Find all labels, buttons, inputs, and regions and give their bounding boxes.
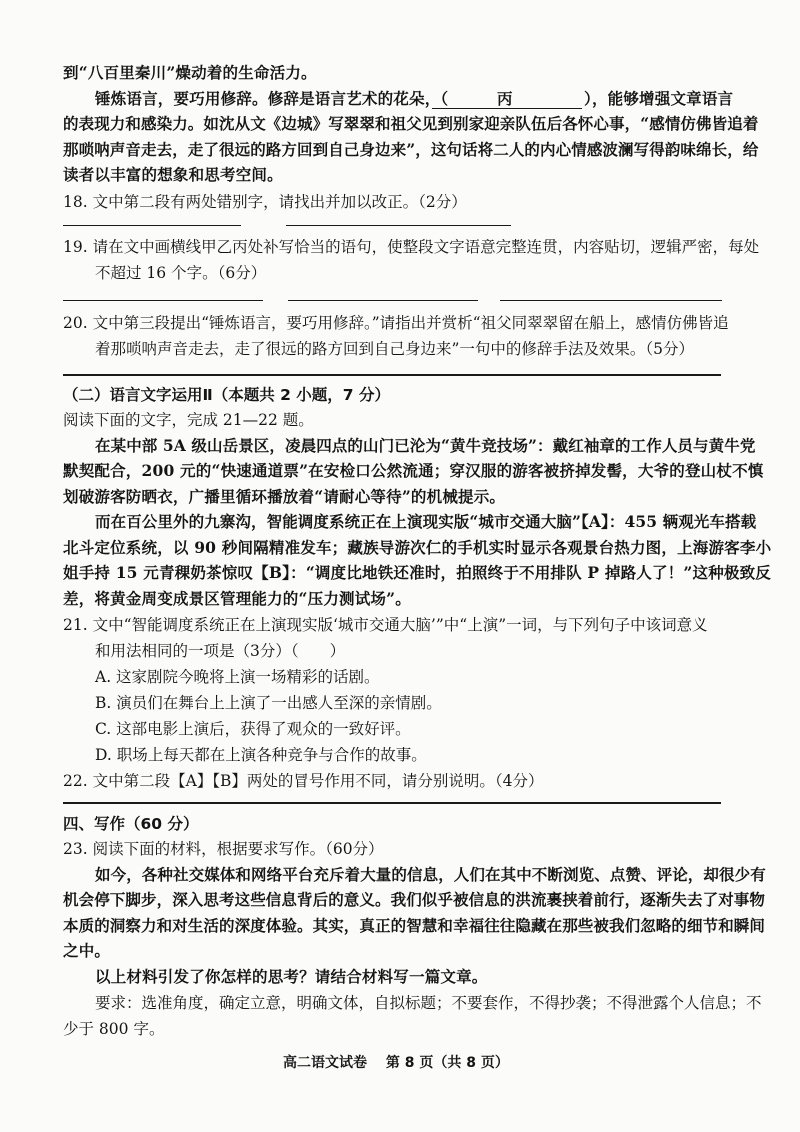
writing-requirement-cont: 少于 800 字。: [63, 1020, 165, 1038]
question-21-cont: 和用法相同的一项是（3分）（ ）: [95, 642, 346, 660]
answer-line[interactable]: [63, 225, 241, 226]
passage-line: 锤炼语言，要巧用修辞。修辞是语言艺术的花朵，（: [95, 89, 449, 108]
material-line: 北斗定位系统，以 90 秒间隔精准发车；藏族导游次仁的手机实时显示各观景台热力图，上海游客李小: [63, 538, 772, 557]
blank-bing-label: 丙: [497, 89, 513, 108]
option-a[interactable]: A. 这家剧院今晚将上演一场精彩的话剧。: [95, 668, 380, 686]
question-19-cont: 不超过 16 个字。（6分）: [95, 264, 267, 282]
answer-line-jia[interactable]: [63, 300, 263, 301]
question-20-cont: 着那唢呐声音走去，走了很远的路方回到自己身边来”一句中的修辞手法及效果。（5分）: [95, 340, 695, 358]
material-line: 姐手持 15 元青稞奶茶惊叹【B】：“调度比地铁还准时，拍照终于不用排队 P 掉路人了！”这种极致反: [63, 563, 771, 582]
section-4-heading: 四、写作（60 分）: [63, 815, 199, 833]
material-line: 在某中部 5A 级山岳景区，凌晨四点的山门已沦为“黄牛竞技场”：戴红袖章的工作人员与黄牛党: [95, 436, 756, 455]
answer-line-bing[interactable]: [500, 300, 722, 301]
writing-requirement: 要求：选准角度，确定立意，明确文体，自拟标题；不要套作，不得抄袭；不得泄露个人信息；不: [95, 994, 762, 1012]
material-line: 差，将黄金周变成景区管理能力的“压力测试场”。: [63, 589, 411, 608]
passage-line: 到“八百里秦川”燥动着的生命活力。: [63, 63, 317, 82]
section-2-intro: 阅读下面的文字，完成 21—22 题。: [63, 411, 314, 429]
passage-line: 那唢呐声音走去，走了很远的路方回到自己身边来”，这句话将二人的内心情感波澜写得韵味绵长，给: [63, 140, 759, 159]
answer-line[interactable]: [286, 225, 511, 226]
material-line: 划破游客防晒衣，广播里循环播放着“请耐心等待”的机械提示。: [63, 487, 506, 506]
page-footer: 高二语文试卷 第 8 页（共 8 页）: [283, 1055, 509, 1071]
question-21: 21. 文中“智能调度系统正在上演现实版‘城市交通大脑’”中“上演”一词，与下列句子中该词意义: [63, 616, 708, 634]
material-line: 默契配合，200 元的“快速通道票”在安检口公然流通；穿汉服的游客被挤掉发髻，大爷的登山杖不慎: [63, 461, 764, 480]
writing-material-line: 之中。: [63, 941, 111, 960]
section-2-heading: （二）语言文字运用Ⅱ（本题共 2 小题，7 分）: [63, 386, 390, 404]
writing-material-line: 如今，各种社交媒体和网络平台充斥着大量的信息，人们在其中不断浏览、点赞、评论，却很少有: [95, 865, 766, 884]
question-20: 20. 文中第三段提出“锤炼语言，要巧用修辞。”请指出并赏析“祖父同翠翠留在船上，感情仿佛皆追: [63, 314, 729, 332]
question-23: 23. 阅读下面的材料，根据要求写作。（60分）: [63, 840, 384, 858]
question-18: 18. 文中第二段有两处错别字，请找出并加以改正。（2分）: [63, 193, 467, 211]
option-d[interactable]: D. 职场上每天都在上演各种竞争与合作的故事。: [95, 746, 427, 764]
writing-material-line: 本质的洞察力和对生活的深度体验。其实，真正的智慧和幸福往往隐藏在那些被我们忽略的细节和瞬间: [63, 916, 766, 935]
writing-material-line: 机会停下脚步，深入思考这些信息背后的意义。我们似乎被信息的洪流裹挟着前行，逐渐失去了对事物: [63, 890, 766, 909]
option-c[interactable]: C. 这部电影上演后，获得了观众的一致好评。: [95, 720, 411, 738]
passage-line: ），能够增强文章语言: [584, 89, 734, 108]
answer-line-yi[interactable]: [288, 300, 478, 301]
writing-prompt: 以上材料引发了你怎样的思考？请结合材料写一篇文章。: [95, 967, 488, 986]
passage-line: 的表现力和感染力。如沈从文《边城》写翠翠和祖父见到别家迎亲队伍后各怀心事，“感情仿佛皆追着: [63, 114, 759, 133]
material-line: 而在百公里外的九寨沟，智能调度系统正在上演现实版“城市交通大脑”【A】：455 辆观光车搭载: [95, 512, 757, 531]
answer-rule[interactable]: [63, 802, 721, 804]
passage-line: 读者以丰富的想象和思考空间。: [63, 165, 283, 184]
question-22: 22. 文中第二段【A】【B】两处的冒号作用不同，请分别说明。（4分）: [63, 772, 544, 790]
question-19: 19. 请在文中画横线甲乙丙处补写恰当的语句，使整段文字语意完整连贯，内容贴切，逻辑严密，每处: [63, 238, 760, 256]
answer-rule[interactable]: [63, 374, 721, 376]
option-b[interactable]: B. 演员们在舞台上上演了一出感人至深的亲情剧。: [95, 694, 442, 712]
